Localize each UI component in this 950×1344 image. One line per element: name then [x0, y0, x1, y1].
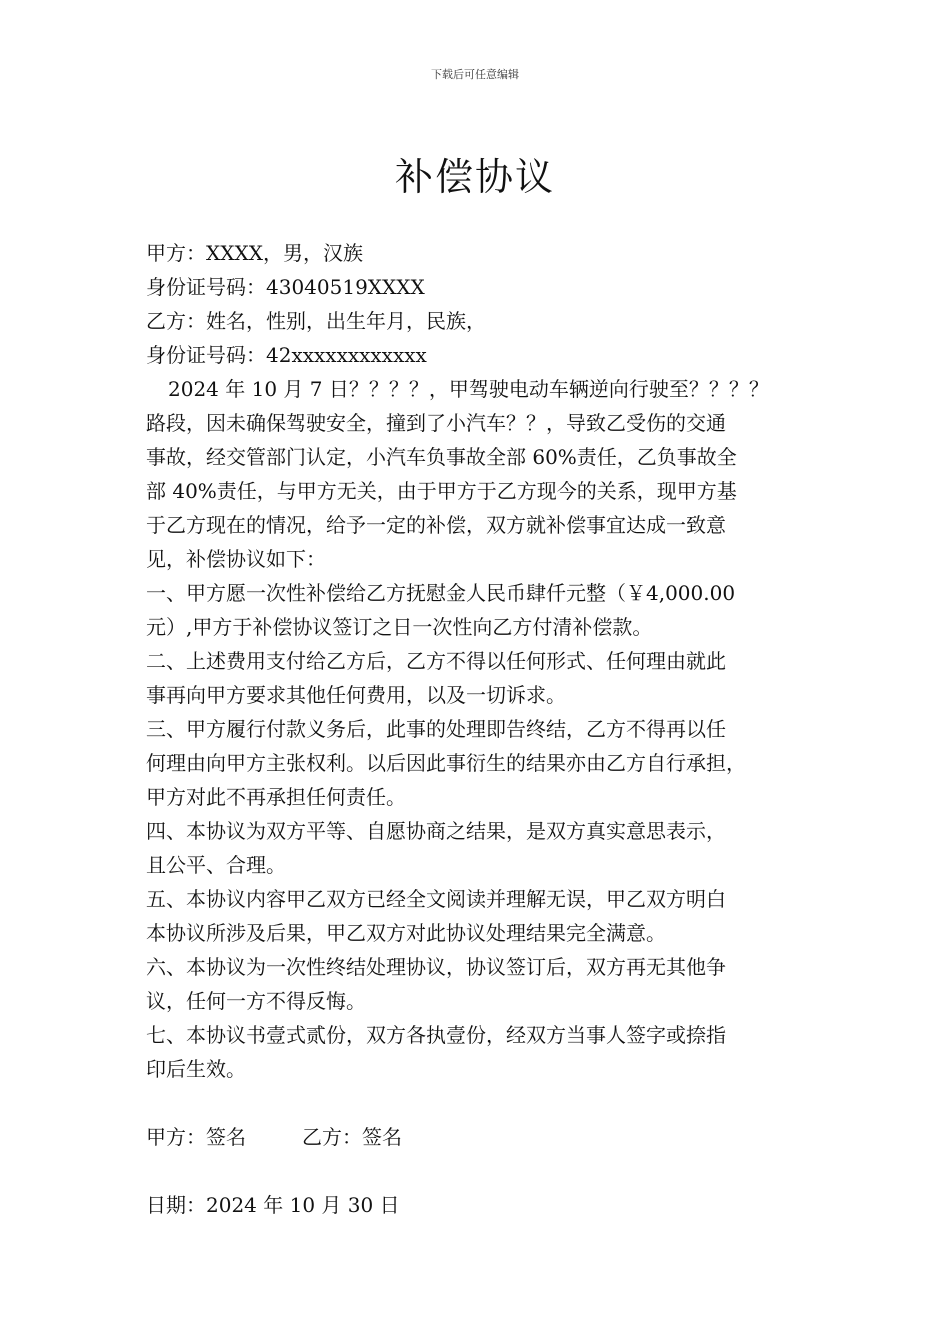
- spacer: [146, 1086, 814, 1120]
- clause-line: 事再向甲方要求其他任何费用，以及一切诉求。: [146, 683, 566, 707]
- narrative-line: 部 40%责任，与甲方无关，由于甲方于乙方现今的关系，现甲方基: [146, 479, 737, 503]
- party-b-signature: 乙方：签名: [302, 1125, 402, 1149]
- party-a-signature: 甲方：签名: [146, 1125, 246, 1149]
- narrative-line: 见，补偿协议如下：: [146, 547, 326, 571]
- clause-line: 本协议所涉及后果，甲乙双方对此协议处理结果完全满意。: [146, 921, 666, 945]
- clause-line: 议，任何一方不得反悔。: [146, 989, 366, 1013]
- party-a-id: 身份证号码：43040519XXXX: [146, 275, 425, 299]
- clause-line: 四、本协议为双方平等、自愿协商之结果，是双方真实意思表示，: [146, 819, 726, 843]
- narrative-line: 事故，经交管部门认定，小汽车负事故全部 60%责任，乙负事故全: [146, 445, 737, 469]
- clause-line: 三、甲方履行付款义务后，此事的处理即告终结，乙方不得再以任: [146, 717, 726, 741]
- clause-line: 印后生效。: [146, 1057, 246, 1081]
- narrative-line: 路段，因未确保驾驶安全，撞到了小汽车？？，导致乙受伤的交通: [146, 411, 726, 435]
- narrative-line: 于乙方现在的情况，给予一定的补偿，双方就补偿事宜达成一致意: [146, 513, 726, 537]
- narrative-paragraph: [146, 372, 814, 576]
- clause-line: 七、本协议书壹式贰份，双方各执壹份，经双方当事人签字或捺指: [146, 1023, 726, 1047]
- spacer: [146, 1154, 814, 1188]
- narrative-line: 2024 年 10 月 7 日？？？？，甲驾驶电动车辆逆向行驶至？？？？: [168, 377, 769, 401]
- party-a-info: 甲方：XXXX，男，汉族: [146, 241, 363, 265]
- party-b-id: 身份证号码：42xxxxxxxxxxxx: [146, 343, 427, 367]
- clause-line: 六、本协议为一次性终结处理协议，协议签订后，双方再无其他争: [146, 955, 726, 979]
- header-note: 下载后可任意编辑: [431, 68, 519, 81]
- party-b-info: 乙方：姓名，性别，出生年月，民族，: [146, 309, 486, 333]
- clause-line: 元）,甲方于补偿协议签订之日一次性向乙方付清补偿款。: [146, 615, 653, 639]
- clause-line: 五、本协议内容甲乙双方已经全文阅读并理解无误，甲乙双方明白: [146, 887, 726, 911]
- agreement-date: 日期：2024 年 10 月 30 日: [146, 1193, 400, 1217]
- signature-row: [146, 1120, 814, 1154]
- clause-line: 二、上述费用支付给乙方后，乙方不得以任何形式、任何理由就此: [146, 649, 726, 673]
- clause-line: 何理由向甲方主张权利。以后因此事衍生的结果亦由乙方自行承担，: [146, 751, 746, 775]
- clause-line: 一、甲方愿一次性补偿给乙方抚慰金人民币肆仟元整（￥4,000.00: [146, 581, 736, 605]
- document-title: 补偿协议: [394, 155, 555, 199]
- clause-line: 且公平、合理。: [146, 853, 286, 877]
- clauses: [146, 576, 814, 1086]
- clause-line: 甲方对此不再承担任何责任。: [146, 785, 406, 809]
- agreement-body: [146, 236, 814, 1222]
